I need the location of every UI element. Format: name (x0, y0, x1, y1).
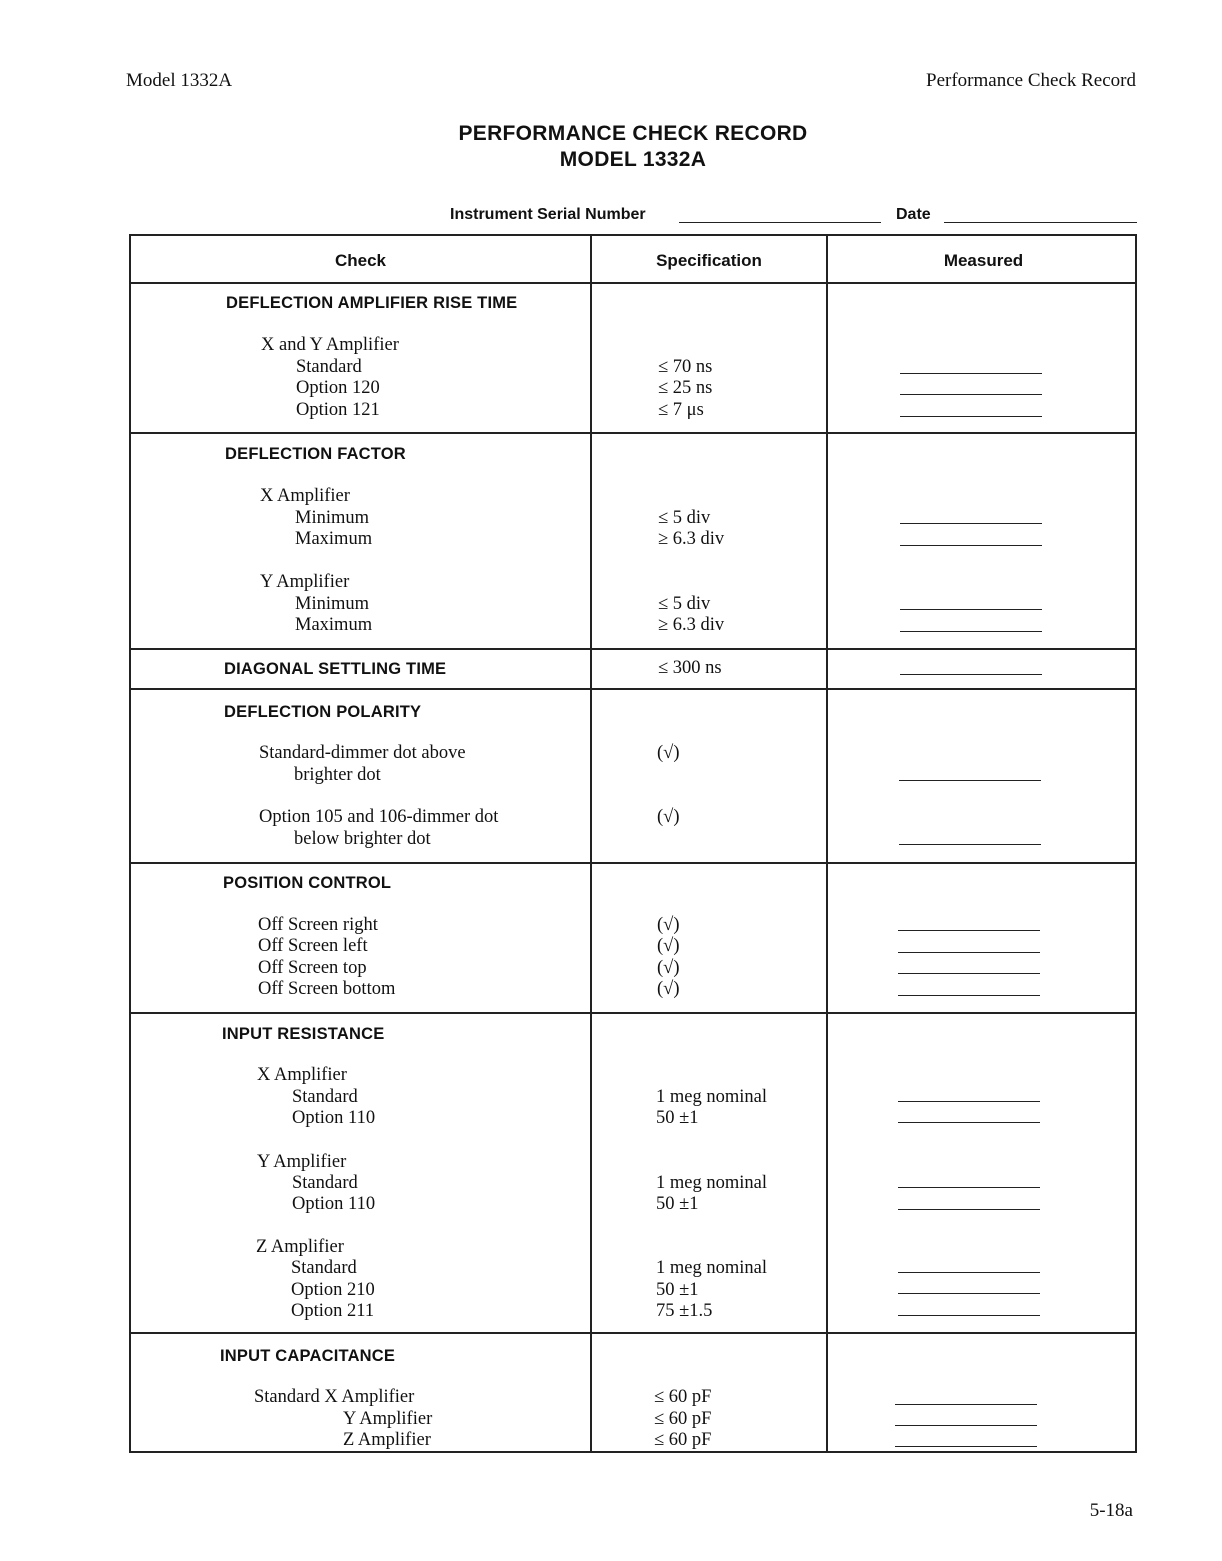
measured-entry-line[interactable] (898, 1101, 1040, 1102)
check-item: Option 110 (292, 1108, 376, 1128)
section-title: DEFLECTION FACTOR (225, 445, 406, 463)
group-label: Y Amplifier (260, 572, 350, 592)
spec-value: 50 ±1 (656, 1194, 699, 1214)
row-divider (131, 688, 1135, 690)
spec-value: ≤ 25 ns (658, 378, 713, 398)
check-item: Option 105 and 106-dimmer dot (259, 807, 499, 827)
check-item: Minimum (295, 508, 370, 528)
measured-entry-line[interactable] (898, 1209, 1040, 1210)
measured-entry-line[interactable] (898, 1122, 1040, 1123)
serial-number-label: Instrument Serial Number (450, 206, 646, 223)
check-item: Option 120 (296, 378, 380, 398)
check-item: Minimum (295, 594, 370, 614)
row-divider (131, 648, 1135, 650)
spec-checkmark: (√) (657, 743, 680, 763)
check-record-table (129, 234, 1137, 1453)
measured-entry-line[interactable] (895, 1404, 1037, 1405)
check-item: Maximum (295, 615, 373, 635)
check-item: Off Screen left (258, 936, 368, 956)
spec-value: ≥ 6.3 div (658, 615, 725, 635)
check-item: Standard X Amplifier (254, 1387, 415, 1407)
measured-entry-line[interactable] (899, 844, 1041, 845)
column-header-measured: Measured (943, 251, 1024, 270)
section-title: POSITION CONTROL (223, 874, 392, 892)
check-item: Standard (292, 1087, 358, 1107)
page-number: 5-18a (1089, 1500, 1133, 1521)
measured-entry-line[interactable] (900, 373, 1042, 374)
spec-value: ≤ 60 pF (654, 1387, 712, 1407)
date-field[interactable] (944, 222, 1137, 223)
measured-entry-line[interactable] (895, 1446, 1037, 1447)
group-label: X Amplifier (257, 1065, 347, 1085)
check-item: Option 210 (291, 1280, 375, 1300)
spec-value: ≤ 60 pF (654, 1430, 712, 1450)
check-item: Off Screen top (258, 958, 367, 978)
check-item-continued: below brighter dot (294, 829, 431, 849)
check-item: Maximum (295, 529, 373, 549)
group-label: X Amplifier (260, 486, 350, 506)
page-subtitle: MODEL 1332A (559, 148, 707, 171)
measured-entry-line[interactable] (898, 1293, 1040, 1294)
group-label: Y Amplifier (257, 1152, 347, 1172)
check-item: Option 121 (296, 400, 380, 420)
measured-entry-line[interactable] (898, 952, 1040, 953)
row-divider (131, 432, 1135, 434)
check-item: Standard (296, 357, 362, 377)
serial-number-field[interactable] (679, 222, 881, 223)
date-label: Date (896, 206, 931, 223)
row-divider (131, 1332, 1135, 1334)
spec-value: ≤ 300 ns (658, 658, 722, 678)
column-divider (590, 236, 592, 1451)
page-title: PERFORMANCE CHECK RECORD (458, 122, 808, 145)
measured-entry-line[interactable] (898, 1187, 1040, 1188)
measured-entry-line[interactable] (900, 609, 1042, 610)
spec-checkmark: (√) (657, 915, 680, 935)
check-item: Off Screen bottom (258, 979, 396, 999)
measured-entry-line[interactable] (900, 394, 1042, 395)
row-divider (131, 282, 1135, 284)
measured-entry-line[interactable] (898, 995, 1040, 996)
measured-entry-line[interactable] (898, 1272, 1040, 1273)
check-item: Z Amplifier (343, 1430, 431, 1450)
measured-entry-line[interactable] (900, 631, 1042, 632)
column-header-specification: Specification (656, 251, 762, 270)
measured-entry-line[interactable] (900, 545, 1042, 546)
check-item: Option 211 (291, 1301, 375, 1321)
column-header-check: Check (334, 251, 387, 270)
measured-entry-line[interactable] (898, 973, 1040, 974)
spec-value: 50 ±1 (656, 1280, 699, 1300)
spec-value: ≤ 70 ns (658, 357, 713, 377)
measured-entry-line[interactable] (900, 674, 1042, 675)
spec-value: 75 ±1.5 (656, 1301, 713, 1321)
check-item: Standard (291, 1258, 357, 1278)
spec-value: ≤ 7 μs (658, 400, 704, 420)
row-divider (131, 862, 1135, 864)
check-item: Standard (292, 1173, 358, 1193)
measured-entry-line[interactable] (898, 1315, 1040, 1316)
section-title: INPUT RESISTANCE (222, 1025, 385, 1043)
header-section: Performance Check Record (926, 70, 1136, 91)
group-label: X and Y Amplifier (261, 335, 399, 355)
spec-value: ≤ 60 pF (654, 1409, 712, 1429)
check-item: Option 110 (292, 1194, 376, 1214)
check-item: Standard-dimmer dot above (259, 743, 466, 763)
measured-entry-line[interactable] (899, 780, 1041, 781)
measured-entry-line[interactable] (895, 1425, 1037, 1426)
header-model: Model 1332A (126, 70, 233, 91)
spec-value: 1 meg nominal (656, 1087, 767, 1107)
section-title: DEFLECTION POLARITY (224, 703, 422, 721)
measured-entry-line[interactable] (900, 523, 1042, 524)
section-title: INPUT CAPACITANCE (220, 1347, 396, 1365)
check-item-continued: brighter dot (294, 765, 381, 785)
check-item: Off Screen right (258, 915, 378, 935)
section-title: DIAGONAL SETTLING TIME (224, 660, 447, 678)
spec-checkmark: (√) (657, 958, 680, 978)
spec-value: ≤ 5 div (658, 594, 711, 614)
column-divider (826, 236, 828, 1451)
row-divider (131, 1012, 1135, 1014)
spec-value: 1 meg nominal (656, 1258, 767, 1278)
group-label: Z Amplifier (256, 1237, 344, 1257)
spec-checkmark: (√) (657, 936, 680, 956)
spec-value: 1 meg nominal (656, 1173, 767, 1193)
section-title: DEFLECTION AMPLIFIER RISE TIME (226, 294, 518, 312)
spec-value: ≤ 5 div (658, 508, 711, 528)
check-item: Y Amplifier (343, 1409, 433, 1429)
spec-value: 50 ±1 (656, 1108, 699, 1128)
spec-checkmark: (√) (657, 807, 680, 827)
measured-entry-line[interactable] (898, 930, 1040, 931)
spec-checkmark: (√) (657, 979, 680, 999)
spec-value: ≥ 6.3 div (658, 529, 725, 549)
measured-entry-line[interactable] (900, 416, 1042, 417)
